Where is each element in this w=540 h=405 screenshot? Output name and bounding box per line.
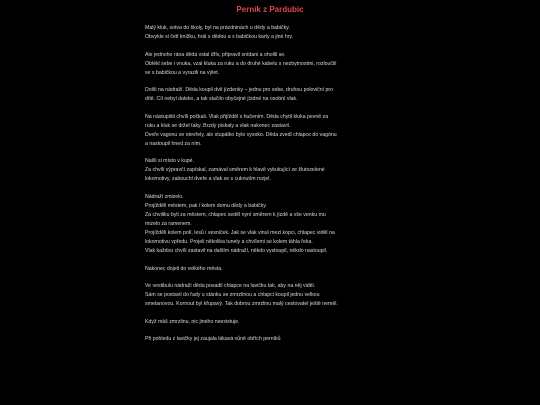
text-line: Na nástupišti chvíli počkali. Vlak přijížděl s hučením. Děda chytil kluka pevně za [145, 113, 329, 120]
text-line: mizelo za ramenem. [145, 220, 192, 227]
text-line: Malý kluk, sotva do školy, byl na prázdninách u dědy a babičky. [145, 25, 290, 31]
text-line: Sám se postavil do řady u stánku se zmrzlinou a chlapci koupil jednu velkou [145, 292, 320, 299]
text-line: Nádraží zmizelo. [145, 193, 184, 200]
paragraph [145, 157, 405, 184]
text-line: Projížděli městem, pak i kolem domu dědy a babičky. [145, 202, 267, 209]
paragraph [145, 24, 405, 42]
text-line: lokomotivy, zabouchl dveře a vlak se s cuknutím rozjel. [145, 176, 271, 183]
text-line: Když máš zmrzlinu, nic jiného neexistuje. [145, 318, 240, 325]
paragraph [145, 335, 405, 344]
text-line: Vlak každou chvíli zastavil na dalším nádraží, někdo vystoupil, někdo nastoupil. [145, 247, 328, 254]
text-line: Našli si místo v kupé. [145, 158, 195, 165]
paragraph [145, 282, 405, 309]
text-line: Ale jednoho rána děda vstal dřív, připravil snídani a ohollil se. [145, 51, 286, 58]
text-line: Za chvíli výpravčí zapískal, zamával směrem k hlavě vykukující ze žlutozelené [145, 167, 325, 174]
text-line: Za chviliku byli za městem, chlapec seděl nyní směrem k jízdě a vše venku mu [145, 211, 326, 218]
text-line: Oblékl sebe i vnuka, vzal kluka za ruku a do druhé kabelu s nezbytnostmi, rozloučili [145, 60, 337, 67]
paragraph [145, 193, 405, 256]
text-line: Ve vestibulu nádraží děda posadil chlapce na lavičku tak, aby na něj viděl. [145, 283, 316, 290]
text-line: lokomotivu vpředu. Projeli několika tunely a chvílemi se kolem táhla řeka. [145, 238, 313, 245]
text-line: Došli na nádraží. Děda koupil dvě jízdenky – jednu pro sebe, druhou poloviční pro [145, 87, 334, 94]
text-line: ruku a kluk se držel taky. Brzdy pískaly a vlak nakonec zastavil. [145, 122, 291, 129]
text-line: Projížděli kolem polí, lesů i vesniček. Jak se vlak vinul mezi kopci, chlapec viděl na [145, 229, 335, 236]
text-line: Nakonec dojeli do velkého města. [145, 265, 223, 272]
text-line: dítě. Cíl nebyl daleko, a tak stačilo obyčejné jízdné na osobní vlak. [145, 96, 298, 103]
text-line: Při pohledu z lavičky jej zaujala lákavá vůně obřích perníků [145, 336, 281, 343]
text-line: Dveře vagonu se otevřely, ale stupátko bylo vysoko. Děda zvedl chlapce do vagónu [145, 131, 337, 138]
text-line: se s babičkou a vyrazili na výlet. [145, 69, 220, 76]
paragraph [145, 86, 405, 104]
story-text [145, 24, 405, 353]
page-title: Perník z Pardubic [236, 5, 304, 14]
paragraph [145, 265, 405, 274]
text-line: Obvykle si četl knížku, hrál s dědou a s babičkou karty a jiné hry. [145, 34, 294, 40]
text-line: a nastoupil hned za ním. [145, 140, 202, 147]
paragraph [145, 51, 405, 78]
paragraph [145, 113, 405, 149]
text-line: smetanovou. Kornout byl křupavý. Tak dobrou zmrzlinu malý cestovatel ještě neměl. [145, 301, 338, 308]
paragraph [145, 318, 405, 327]
